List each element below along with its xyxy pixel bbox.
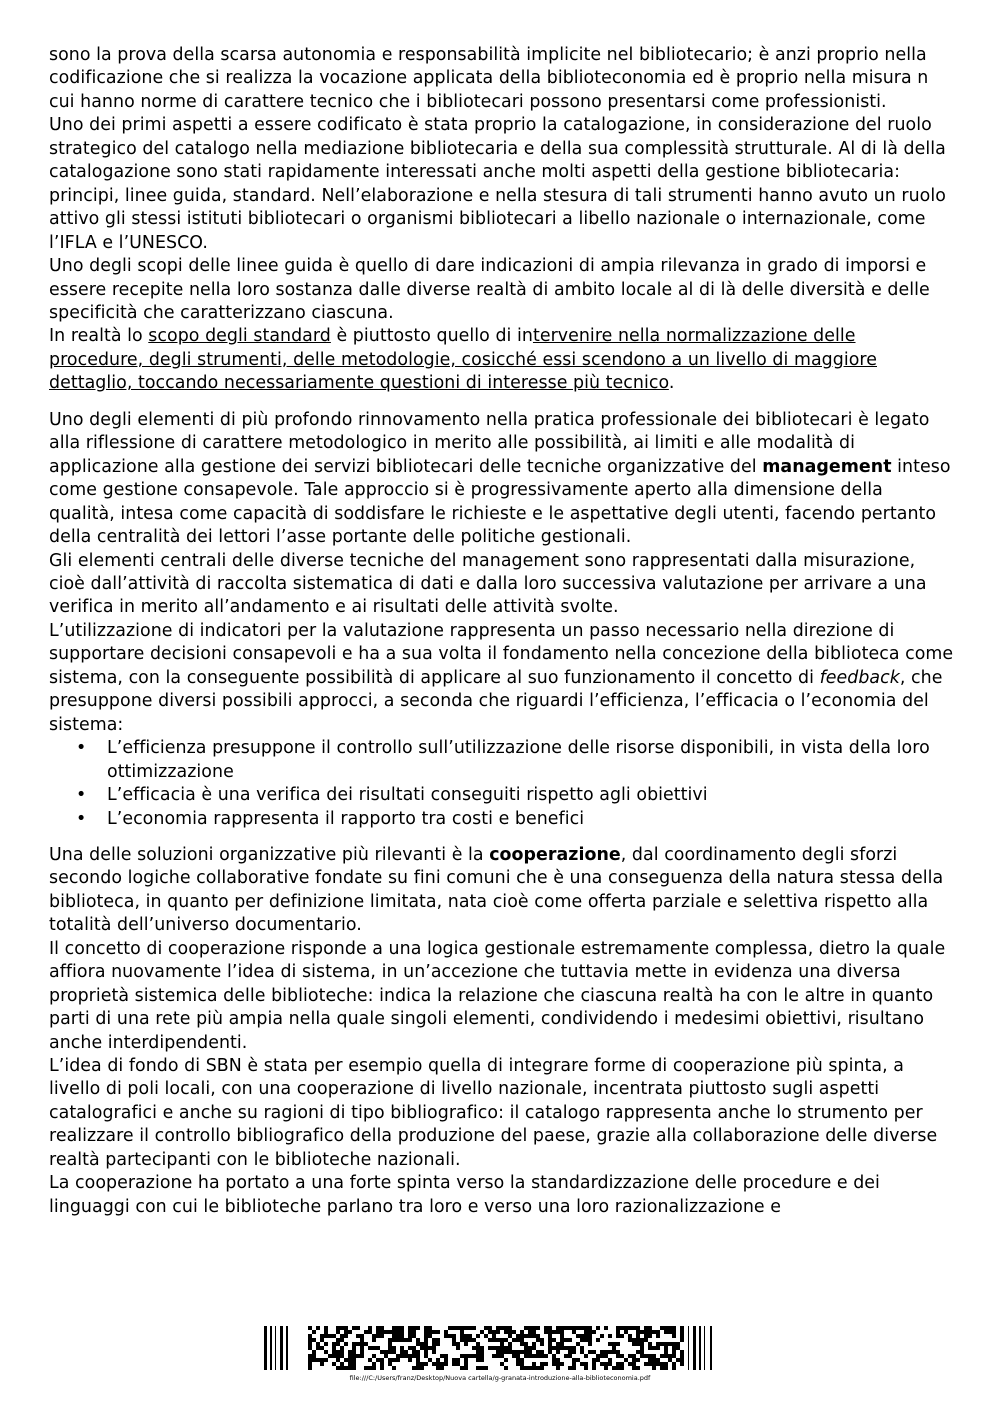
list-item <box>49 808 954 831</box>
bullet-list <box>49 737 954 831</box>
barcode-icon <box>264 1326 730 1370</box>
underlined-phrase: scopo degli standard <box>148 326 331 347</box>
text-segment: inteso come gestione consapevole. Tale approccio si è progressivamente aperto alla dimensione della qualità, intesa come capacità di soddisfare le richieste e le aspettative degli utenti, facendo pertanto della centralità dei lettori l’asse portante delle politiche gestionali. <box>49 456 951 548</box>
text-segment: In realtà lo <box>49 326 149 347</box>
list-item-text: L’efficacia è una verifica dei risultati conseguiti rispetto agli obiettivi <box>107 785 708 806</box>
paragraph-management <box>49 409 954 550</box>
text-segment: , che presuppone diversi possibili approcci, a seconda che riguardi l’efficienza, l’efficacia o l’economia del sistema: <box>49 667 943 735</box>
paragraph-catalogazione: Uno dei primi aspetti a essere codificato è stata proprio la catalogazione, in considerazione del ruolo strategico del catalogo nella mediazione bibliotecaria e della sua complessità strutturale. Al di là della catalogazione sono stati rapidamente interessati anche molti aspetti della gestione bibliotecaria: principi, linee guida, standard. Nell’elaborazione e nella stesura di tali strumenti hanno avuto un ruolo attivo gli stessi istituti bibliotecari o organismi bibliotecari a libello nazionale o internazionale, come l’IFLA e l’UNESCO. <box>49 115 946 253</box>
file-path-footer: file:///C:/Users/franz/Desktop/Nuova cartella/g-granata-introduzione-alla-biblioteconomia.pdf <box>349 1374 651 1382</box>
paragraph-indicatori <box>49 620 954 737</box>
bold-term: management <box>762 456 892 477</box>
paragraph-standardizzazione: La cooperazione ha portato a una forte spinta verso la standardizzazione delle procedure e dei linguaggi con cui le biblioteche parlano tra loro e verso una loro razionalizzazione e <box>49 1173 880 1217</box>
paragraph-cooperazione <box>49 844 954 938</box>
paragraph-concetto-cooperazione: Il concetto di cooperazione risponde a una logica gestionale estremamente complessa, dietro la quale affiora nuovamente l’idea di sistema, in un’accezione che tuttavia mette in evidenza una diversa proprietà sistemica delle biblioteche: indica la relazione che ciascuna realtà ha con le altre in quanto parti di una rete più ampia nella quale singoli elementi, condividendo i medesimi obiettivi, risultano anche interdipendenti. <box>49 938 946 1053</box>
text-segment: . <box>668 373 675 394</box>
bullet-icon: • <box>76 785 87 806</box>
paragraph-standard <box>49 325 954 395</box>
bold-term: cooperazione <box>489 844 621 865</box>
text-segment: L’utilizzazione di indicatori per la valutazione rappresenta un passo necessario nella direzione di supportare decisioni consapevoli e ha a sua volta il fondamento nella concezione della biblioteca come sistema, con la conseguente possibilità di applicare al suo funzionamento il concetto di <box>49 620 954 688</box>
list-item <box>49 784 954 807</box>
italic-term: feedback <box>819 667 900 688</box>
underlined-phrase: tervenire nella normalizzazione delle procedure, degli strumenti, delle metodologie, cosicché essi scendono a un livello di maggiore dettaglio, toccando necessariamente questioni di interesse più tecnico <box>49 326 877 394</box>
document-body <box>49 44 954 1219</box>
text-segment: Uno degli elementi di più profondo rinnovamento nella pratica professionale dei bibliotecari è legato alla riflessione di carattere metodologico in merito alle possibilità, ai limiti e alle modalità di applicazione alla gestione dei servizi bibliotecari delle tecniche organizzative del <box>49 409 930 477</box>
paragraph-misurazione: Gli elementi centrali delle diverse tecniche del management sono rappresentati dalla misurazione, cioè dall’attività di raccolta sistematica di dati e dalla loro successiva valutazione per arrivare a una verifica in merito all’andamento e ai risultati delle attività svolte. <box>49 550 927 618</box>
paragraph-gap <box>49 396 954 409</box>
text-segment: Una delle soluzioni organizzative più rilevanti è la <box>49 844 490 865</box>
paragraph-gap <box>49 831 954 844</box>
paragraph-linee-guida: Uno degli scopi delle linee guida è quello di dare indicazioni di ampia rilevanza in grado di imporsi e essere recepite nella loro sostanza dalle diverse realtà di ambito locale al di là delle diversità e delle specificità che caratterizzano ciascuna. <box>49 256 930 323</box>
text-segment: , dal coordinamento degli sforzi secondo logiche collaborative fondate su fini comuni che è una conseguenza della natura stessa della biblioteca, in quanto per definizione limitata, nata cioè come offerta parziale e selettiva rispetto alla totalità dell’universo documentario. <box>49 844 944 936</box>
list-item <box>49 737 954 784</box>
bullet-icon: • <box>76 738 87 759</box>
text-segment: è piuttosto quello di in <box>330 326 533 347</box>
paragraph-codificazione: sono la prova della scarsa autonomia e responsabilità implicite nel bibliotecario; è anzi proprio nella codificazione che si realizza la vocazione applicata della biblioteconomia ed è proprio nella misura n cui hanno norme di carattere tecnico che i bibliotecari possono presentarsi come professionisti. <box>49 45 929 112</box>
bullet-icon: • <box>76 808 87 829</box>
list-item-text: L’economia rappresenta il rapporto tra costi e benefici <box>107 808 585 829</box>
paragraph-sbn: L’idea di fondo di SBN è stata per esempio quella di integrare forme di cooperazione più spinta, a livello di poli locali, con una cooperazione di livello nazionale, incentrata piuttosto sugli aspetti catalografici e anche su ragioni di tipo bibliografico: il catalogo rappresenta anche lo strumento per realizzare il controllo bibliografico della produzione del paese, grazie alla collaborazione delle diverse realtà partecipanti con le biblioteche nazionali. <box>49 1056 938 1170</box>
list-item-text: L’efficienza presuppone il controllo sull’utilizzazione delle risorse disponibili, in vista della loro ottimizzazione <box>107 738 930 782</box>
